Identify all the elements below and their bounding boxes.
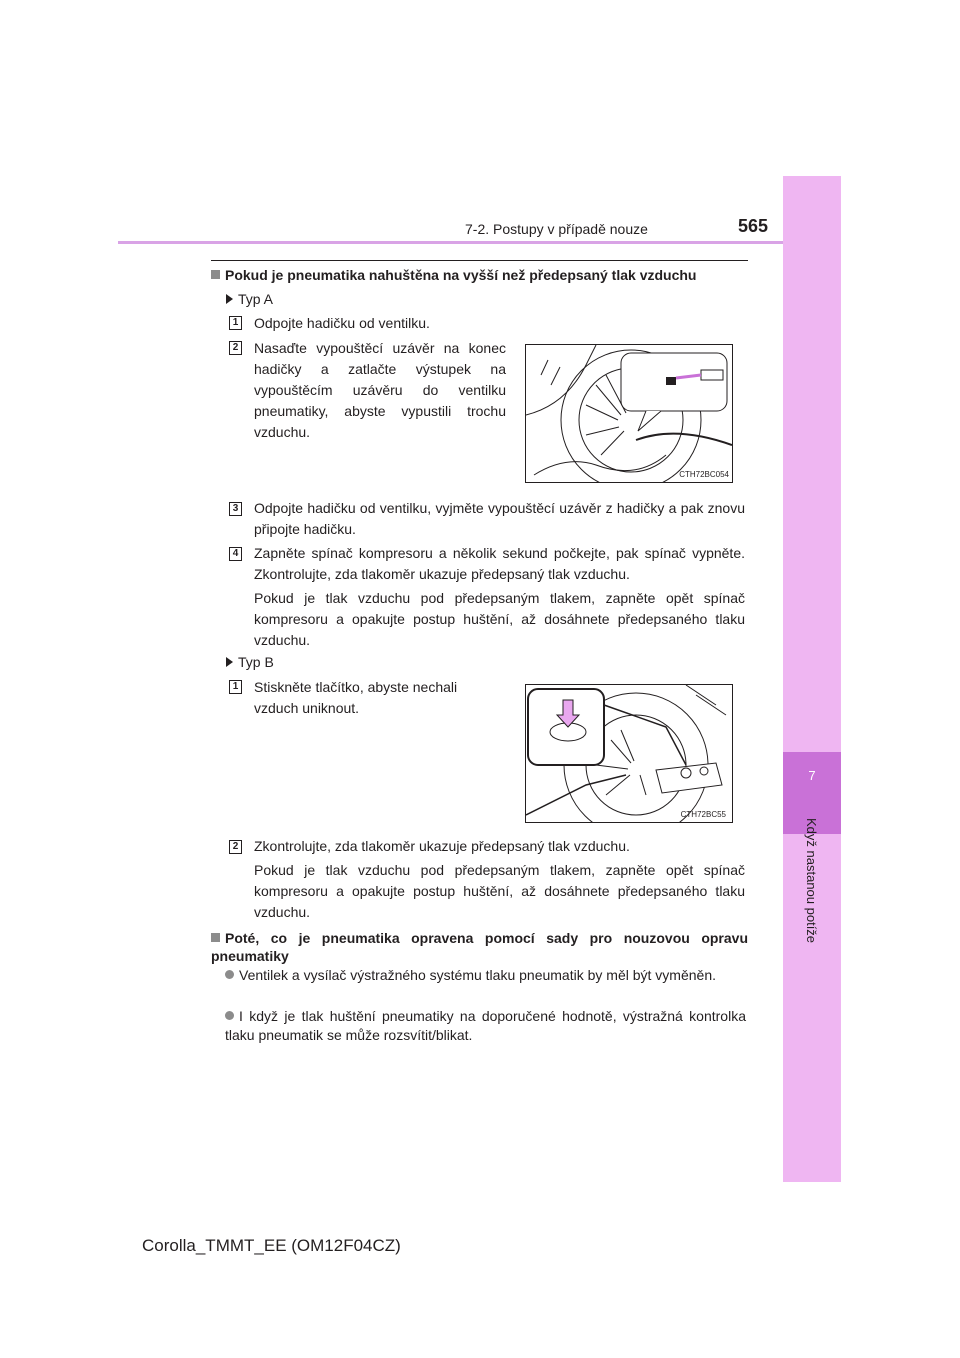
- section-divider: [211, 260, 748, 261]
- section-heading-text: Pokud je pneumatika nahuštěna na vyšší než předepsaný tlak vzduchu: [225, 267, 697, 283]
- step-number: 1: [229, 680, 242, 694]
- section-heading-text: Poté, co je pneumatika opravena pomocí sady pro nouzovou opravu pneumatiky: [211, 930, 748, 964]
- tire-valve-illustration: [526, 345, 732, 482]
- triangle-marker-icon: [226, 294, 233, 304]
- figure-compressor-type-b: [525, 684, 733, 823]
- square-bullet-icon: [211, 933, 220, 942]
- header-divider: [118, 241, 783, 244]
- triangle-marker-icon: [226, 657, 233, 667]
- note-text: Pokud je tlak vzduchu pod předepsaným tlakem, zapněte opět spínač kompresoru a opakujte postup huštění, až dosáhnete předepsaného tlaku vzduchu.: [254, 590, 745, 648]
- figure-code: CTH72BC55: [680, 810, 726, 819]
- step-text: Zapněte spínač kompresoru a několik sekund počkejte, pak spínač vypněte. Zkontrolujte, zda tlakoměr ukazuje předepsaný tlak vzduchu.: [254, 545, 745, 582]
- chapter-sidebar: [783, 176, 841, 1182]
- section-title: 7-2. Postupy v případě nouze: [465, 221, 648, 237]
- square-bullet-icon: [211, 270, 220, 279]
- step-number: 1: [229, 316, 242, 330]
- section-heading: [211, 267, 748, 284]
- page-number: 565: [738, 216, 769, 236]
- document-footer: Corolla_TMMT_EE (OM12F04CZ): [142, 1236, 401, 1255]
- chapter-title: Když nastanou potíže: [804, 818, 819, 944]
- step-text: Odpojte hadičku od ventilku, vyjměte vypouštěcí uzávěr z hadičky a pak znovu připojte hadičku.: [254, 500, 745, 537]
- bullet-item: I když je tlak huštění pneumatiky na doporučené hodnotě, výstražná kontrolka tlaku pneumatik se může rozsvítit/blikat.: [225, 1008, 746, 1043]
- step-number: 4: [229, 547, 242, 561]
- note-text: Pokud je tlak vzduchu pod předepsaným tlakem, zapněte opět spínač kompresoru a opakujte postup huštění, až dosáhnete předepsaného tlaku vzduchu.: [254, 862, 745, 920]
- figure-tire-valve-type-a: [525, 344, 733, 483]
- figure-code: CTH72BC054: [679, 470, 729, 479]
- step-number: 2: [229, 840, 242, 854]
- type-b-label: Typ B: [226, 652, 274, 673]
- chapter-number: 7: [808, 768, 816, 783]
- step-text: Stiskněte tlačítko, abyste nechali vzduch uniknout.: [254, 679, 458, 716]
- step-text: Zkontrolujte, zda tlakoměr ukazuje předepsaný tlak vzduchu.: [254, 838, 630, 854]
- compressor-illustration: [526, 685, 732, 822]
- chapter-title-vertical: [781, 818, 841, 968]
- round-bullet-icon: [225, 1011, 234, 1020]
- step-number: 3: [229, 502, 242, 516]
- round-bullet-icon: [225, 970, 234, 979]
- step-text: Odpojte hadičku od ventilku.: [254, 315, 430, 331]
- step-number: 2: [229, 341, 242, 355]
- step-text: Nasaďte vypouštěcí uzávěr na konec hadičky a zatlačte výstupek na vypouštěcím uzávěru do ventilku pneumatiky, abyste vypustili trochu vzduchu.: [254, 340, 506, 440]
- section-heading: [211, 929, 748, 965]
- type-a-label: Typ A: [226, 289, 273, 310]
- bullet-item: Ventilek a vysílač výstražného systému tlaku pneumatik by měl být vyměněn.: [225, 966, 746, 985]
